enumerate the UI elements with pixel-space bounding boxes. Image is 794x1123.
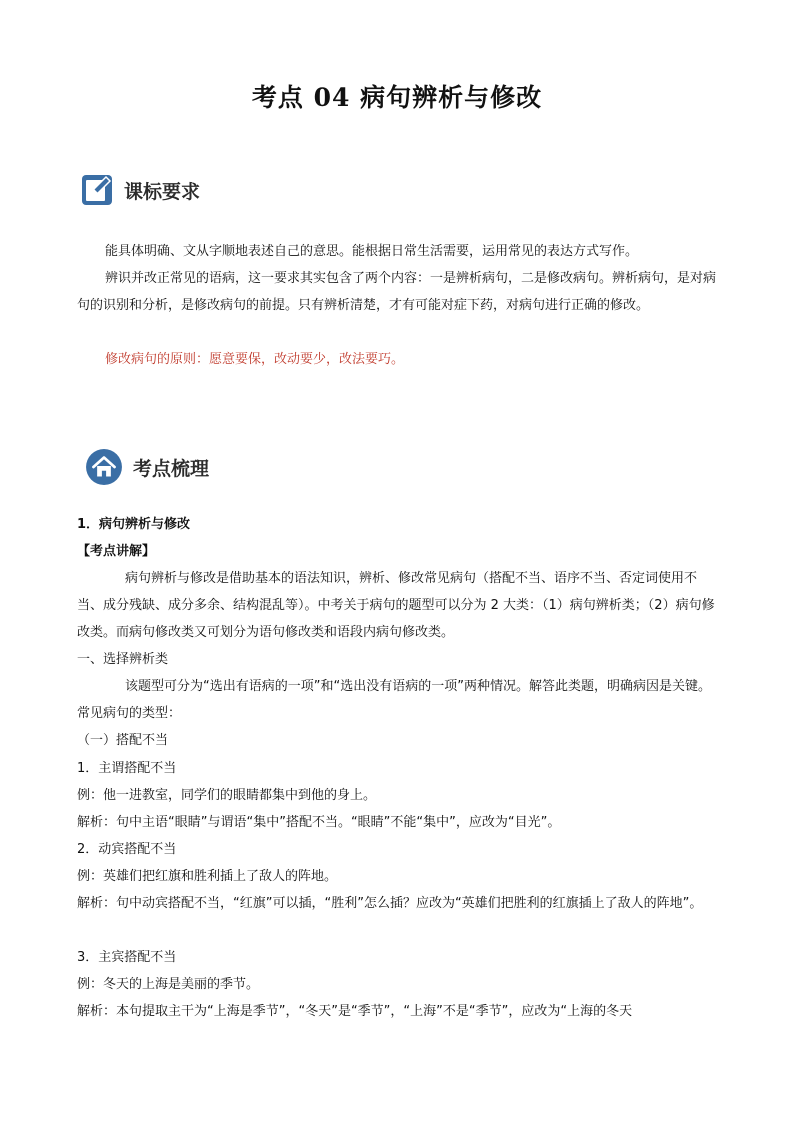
section-heading: 课标要求 <box>124 180 201 203</box>
subheading: 【考点讲解】 <box>77 544 156 559</box>
analysis-text: 解析：句中主语“眼睛”与谓语“集中”搭配不当。“眼睛”不能“集中”，应改为“目光”。 <box>77 815 561 830</box>
analysis-text: 解析：本句提取主干为“上海是季节”，“冬天”是“季节”，“上海”不是“季节”，应改为“上海的冬天 <box>77 1004 633 1019</box>
section-heading: 考点梳理 <box>133 457 210 480</box>
paragraph: 该题型可分为“选出有语病的一项”和“选出没有语病的一项”两种情况。解答此类题，明确病因是关键。常见病句的类型： <box>77 679 711 721</box>
section-header-review <box>85 448 209 486</box>
example-text: 例：他一进教室，同学们的眼睛都集中到他的身上。 <box>77 788 377 803</box>
page-title: 考点 04 病句辨析与修改 <box>251 83 543 112</box>
edit-icon <box>80 173 114 207</box>
type-heading: 2．动宾搭配不当 <box>77 842 177 857</box>
category-heading: （一）搭配不当 <box>77 733 169 748</box>
principle-paragraph: 修改病句的原则：愿意要保，改动要少，改法要巧。 <box>105 352 405 367</box>
type-heading: 3．主宾搭配不当 <box>77 950 177 965</box>
example-text: 例：冬天的上海是美丽的季节。 <box>77 977 260 992</box>
type-heading: 1．主谓搭配不当 <box>77 761 177 776</box>
paragraph: 辨识并改正常见的语病，这一要求其实包含了两个内容：一是辨析病句，二是修改病句。辨析病句，是对病句的识别和分析，是修改病句的前提。只有辨析清楚，才有可能对症下药，对病句进行正确的修改。 <box>77 271 717 313</box>
section-header-curriculum <box>80 173 200 207</box>
paragraph: 病句辨析与修改是借助基本的语法知识，辨析、修改常见病句（搭配不当、语序不当、否定词使用不当、成分残缺、成分多余、结构混乱等）。中考关于病句的题型可以分为 2 大类：（1）病句辨析类；（2）病句修改类。而病句修改类又可划分为语句修改类和语段内病句修改类。 <box>77 571 715 640</box>
example-text: 例：英雄们把红旗和胜利插上了敌人的阵地。 <box>77 869 338 884</box>
topic-heading: 1．病句辨析与修改 <box>77 517 191 532</box>
subheading: 一、选择辨析类 <box>77 652 169 667</box>
home-icon <box>85 448 123 486</box>
paragraph: 能具体明确、文从字顺地表述自己的意思。能根据日常生活需要，运用常见的表达方式写作。 <box>105 244 639 259</box>
analysis-text: 解析：句中动宾搭配不当，“红旗”可以插，“胜利”怎么插？应改为“英雄们把胜利的红旗插上了敌人的阵地”。 <box>77 896 703 911</box>
